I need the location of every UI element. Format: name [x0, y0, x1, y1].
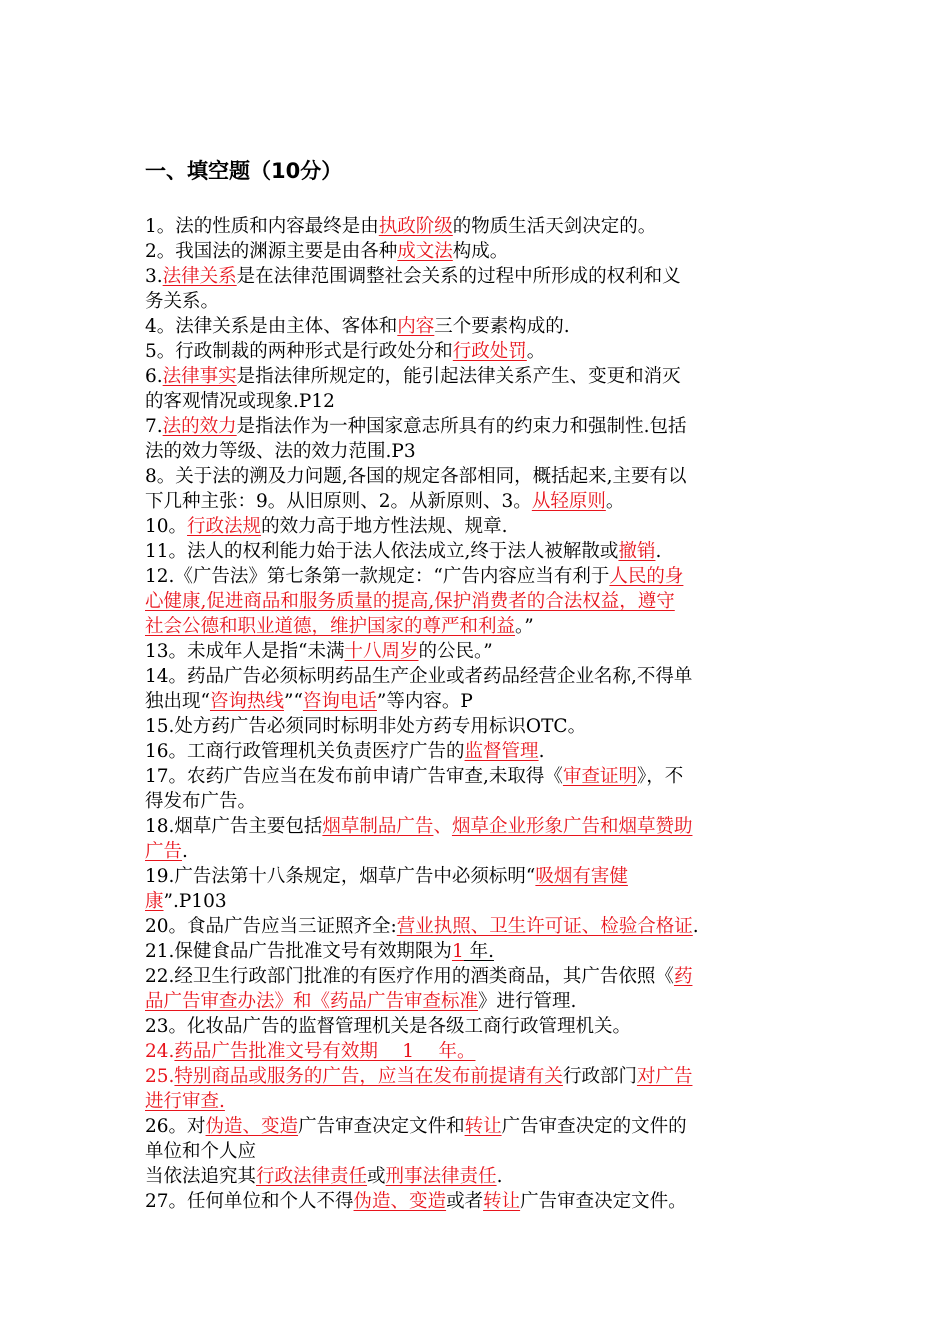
question-text: 3.	[145, 266, 163, 287]
question-text: .	[655, 541, 662, 562]
answer-text: 药	[673, 966, 693, 987]
question-text: 11。法人的权利能力始于法人依法成立,终于法人被解散或	[145, 541, 619, 562]
text-line	[145, 414, 810, 439]
question-text: 2。我国法的渊源主要是由各种	[145, 241, 398, 262]
question-text: 6.	[145, 366, 163, 387]
question-list	[145, 214, 810, 1214]
question-text: 8。关于法的溯及力问题,各国的规定各部相同，概括起来,主要有以	[145, 466, 687, 487]
question-text: 是指法作为一种国家意志所具有的约束力和强制性.包括	[236, 416, 687, 437]
text-line	[145, 1064, 810, 1089]
answer-text: 咨询电话	[302, 691, 377, 712]
text-line	[145, 564, 810, 589]
question-text: ”“	[283, 691, 303, 712]
question-text: .	[692, 916, 699, 937]
answer-text: 执政阶级	[378, 216, 453, 237]
text-line	[145, 314, 810, 339]
question-text: 三个要素构成的.	[434, 316, 570, 337]
text-line	[145, 814, 810, 839]
question-text: 的公民。”	[418, 641, 493, 662]
question-text: 》进行管理.	[478, 991, 577, 1012]
answer-text: 伪造、变造	[353, 1191, 447, 1212]
answer-text: 监督管理	[464, 741, 539, 762]
text-line	[145, 689, 810, 714]
text-line	[145, 614, 810, 639]
text-line	[145, 389, 810, 414]
question-text: 17。农药广告应当在发布前申请广告审查,未取得《	[145, 766, 563, 787]
text-line	[145, 264, 810, 289]
question-text: 10。	[145, 516, 188, 537]
question-text: 》，不	[636, 766, 684, 787]
question-text: 或者	[446, 1191, 484, 1212]
answer-text: 24.	[145, 1041, 175, 1062]
question-text: 行政部门	[562, 1066, 637, 1087]
question-text: 27。任何单位和个人不得	[145, 1191, 354, 1212]
question-text: 1。法的性质和内容最终是由	[145, 216, 379, 237]
question-text: 26。对	[145, 1116, 206, 1137]
text-line	[145, 964, 810, 989]
question-text: 22.经卫生行政部门批准的有医疗作用的酒类商品，其广告依照《	[145, 966, 674, 987]
question-text: 。	[526, 341, 546, 362]
text-line	[145, 514, 810, 539]
question-text: .	[538, 741, 545, 762]
text-line	[145, 1164, 810, 1189]
text-line	[145, 1014, 810, 1039]
question-text: 是指法律所规定的，能引起法律关系产生、变更和消灭	[236, 366, 681, 387]
question-text: 是在法律范围调整社会关系的过程中所形成的权利和义	[236, 266, 681, 287]
question-text: 的物质生活天剑决定的。	[452, 216, 657, 237]
text-line	[145, 664, 810, 689]
answer-text: 对广告	[636, 1066, 693, 1087]
question-text: 下几种主张：9。从旧原则、2。从新原则、3。	[145, 491, 532, 512]
answer-text: 药品广告批准文号有效期 1 年。	[174, 1041, 476, 1062]
text-line	[145, 989, 810, 1014]
question-text: 独出现“	[145, 691, 210, 712]
question-text: 20。食品广告应当三证照齐全:	[145, 916, 397, 937]
text-line	[145, 1189, 810, 1214]
question-text: 15.处方药广告必须同时标明非处方药专用标识OTC。	[145, 716, 587, 737]
text-line	[145, 1114, 810, 1139]
answer-text: 法律关系	[162, 266, 237, 287]
question-text: 年.	[463, 941, 494, 962]
answer-text: 咨询热线	[209, 691, 284, 712]
answer-text: 人民的身	[609, 566, 684, 587]
text-line	[145, 864, 810, 889]
answer-text: 社会公德和职业道德，维护国家的尊严和利益	[145, 616, 516, 637]
text-line	[145, 364, 810, 389]
question-text: 广告审查决定文件和	[298, 1116, 465, 1137]
text-line	[145, 239, 810, 264]
question-text: 单位和个人应	[145, 1141, 257, 1162]
question-text: ”等内容。P	[376, 691, 473, 712]
answer-text: 审查证明	[562, 766, 637, 787]
text-line	[145, 1139, 810, 1164]
answer-text: 伪造、变造	[205, 1116, 299, 1137]
question-text: 12.《广告法》第七条第一款规定：“广告内容应当有利于	[145, 566, 610, 587]
question-text: 13。未成年人是指“未满	[145, 641, 345, 662]
question-text: 4。法律关系是由主体、客体和	[145, 316, 398, 337]
answer-text: 法律事实	[162, 366, 237, 387]
text-line	[145, 589, 810, 614]
question-text: 当依法追究其	[145, 1166, 257, 1187]
question-text: 或	[367, 1166, 386, 1187]
text-line	[145, 839, 810, 864]
text-line	[145, 289, 810, 314]
question-text: 得发布广告。	[145, 791, 257, 812]
question-text: 5。行政制裁的两种形式是行政处分和	[145, 341, 453, 362]
question-text: ”.P103	[163, 891, 227, 912]
answer-text: 烟草企业形象广告和烟草赞助	[451, 816, 693, 837]
answer-text: 刑事法律责任	[385, 1166, 497, 1187]
question-text: 广告审查决定文件。	[520, 1191, 687, 1212]
question-text: .	[496, 1166, 503, 1187]
text-line	[145, 889, 810, 914]
answer-text: 进行审查.	[145, 1091, 225, 1112]
answer-text: 行政法规	[187, 516, 262, 537]
text-line	[145, 214, 810, 239]
answer-text: 广告	[145, 841, 183, 862]
text-line	[145, 764, 810, 789]
answer-text: 心健康,促进商品和服务质量的提高,保护消费者的合法权益，遵守	[145, 591, 675, 612]
answer-text: 、	[433, 816, 452, 837]
answer-text: 转让	[483, 1191, 521, 1212]
question-text: 7.	[145, 416, 163, 437]
text-line	[145, 639, 810, 664]
text-line	[145, 789, 810, 814]
text-line	[145, 739, 810, 764]
answer-text: 内容	[397, 316, 435, 337]
answer-text: 营业执照、卫生许可证、检验合格证	[396, 916, 693, 937]
text-line	[145, 714, 810, 739]
answer-text: 成文法	[397, 241, 453, 262]
question-text: 的客观情况或现象.P12	[145, 391, 335, 412]
question-text: 的效力高于地方性法规、规章.	[261, 516, 508, 537]
text-line	[145, 539, 810, 564]
question-text: .	[182, 841, 188, 862]
answer-text: 烟草制品广告	[322, 816, 434, 837]
answer-text: 十八周岁	[344, 641, 419, 662]
question-text: 。”	[515, 616, 534, 637]
answer-text: 法的效力	[162, 416, 237, 437]
answer-text: 25.	[145, 1066, 175, 1087]
question-text: 18.烟草广告主要包括	[145, 816, 323, 837]
text-line	[145, 939, 810, 964]
question-text: 务关系。	[145, 291, 220, 312]
answer-text: 转让	[464, 1116, 502, 1137]
text-line	[145, 439, 810, 464]
question-text: 16。工商行政管理机关负责医疗广告的	[145, 741, 465, 762]
question-text: 23。化妆品广告的监督管理机关是各级工商行政管理机关。	[145, 1016, 632, 1037]
section-heading: 一、填空题（10分）	[145, 159, 343, 183]
answer-text: 1	[451, 941, 464, 962]
answer-text: 康	[145, 891, 164, 912]
question-text: 广告审查决定的文件的	[501, 1116, 687, 1137]
answer-text: 品广告审查办法》和《药品广告审查标准	[145, 991, 479, 1012]
question-text: 21.保健食品广告批准文号有效期限为	[145, 941, 452, 962]
text-line	[145, 339, 810, 364]
text-line	[145, 1039, 810, 1064]
answer-text: 特别商品或服务的广告，应当在发布前提请有关	[174, 1066, 563, 1087]
answer-text: 行政处罚	[452, 341, 527, 362]
text-line	[145, 464, 810, 489]
question-text: 构成。	[452, 241, 509, 262]
question-text: 14。药品广告必须标明药品生产企业或者药品经营企业名称,不得单	[145, 666, 693, 687]
text-line	[145, 489, 810, 514]
answer-text: 行政法律责任	[256, 1166, 368, 1187]
answer-text: 从轻原则	[531, 491, 606, 512]
question-text: 法的效力等级、法的效力范围.P3	[145, 441, 416, 462]
text-line	[145, 1089, 810, 1114]
answer-text: 吸烟有害健	[535, 866, 628, 887]
question-text: 。	[605, 491, 625, 512]
question-text: 19.广告法第十八条规定，烟草广告中必须标明“	[145, 866, 536, 887]
answer-text: 撤销	[618, 541, 656, 562]
text-line	[145, 914, 810, 939]
